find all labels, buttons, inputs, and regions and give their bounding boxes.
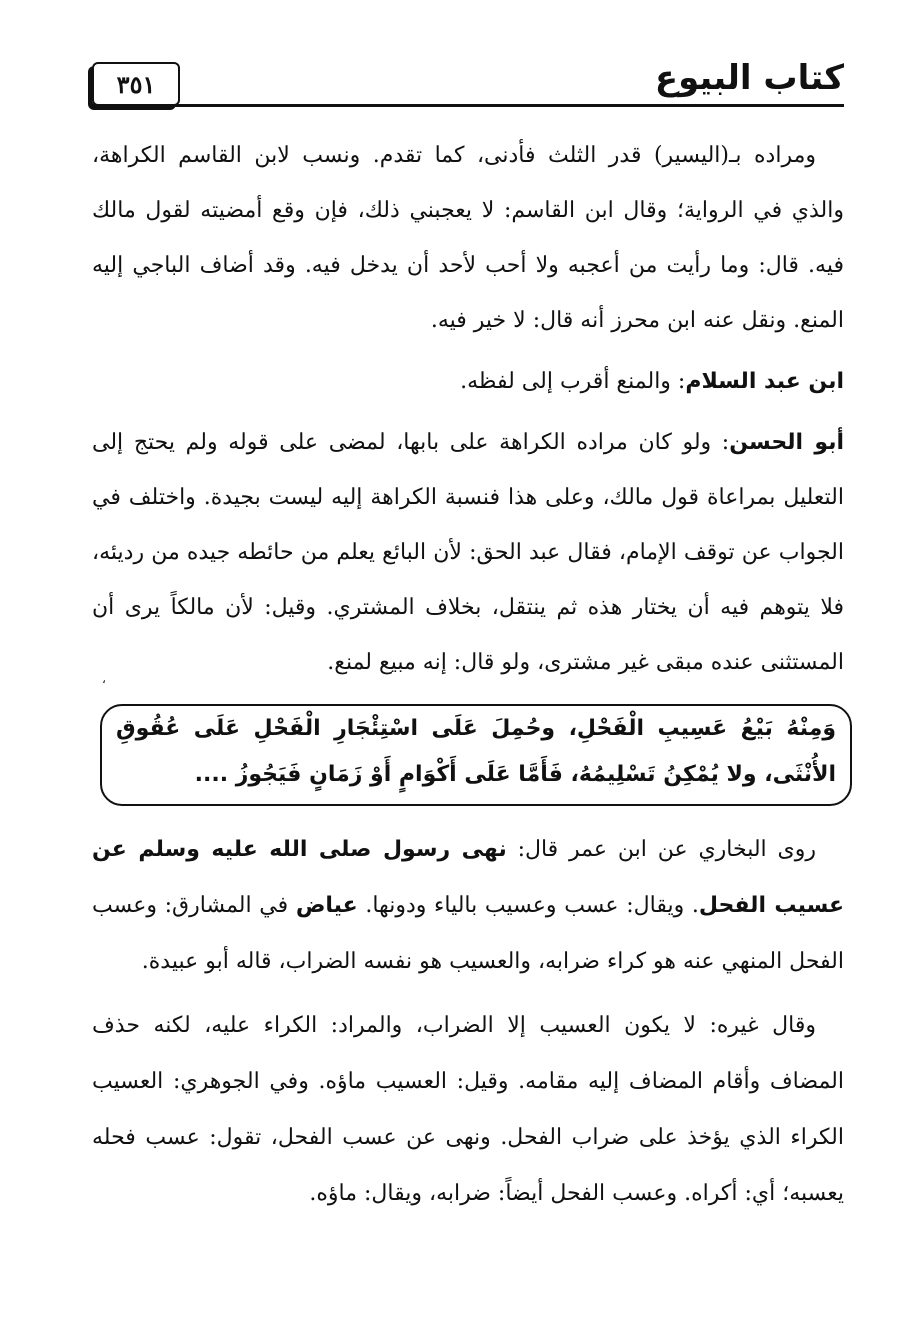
matn-text: وَمِنْهُ بَيْعُ عَسِيبِ الْفَحْلِ، وحُمِلَ عَلَى اسْتِئْجَارِ الْفَحْلِ عَلَى عُقُوقِ الأُنْثَى، ولا يُمْكِنُ تَسْلِيمُهُ، فَأَمَّا عَلَى أَكْوَامٍ أَوْ زَمَانٍ فَيَجُوزُ .... <box>116 716 836 787</box>
paragraph-3 <box>92 415 844 690</box>
book-title: كتاب البيوع <box>654 58 844 98</box>
page-number-box <box>92 62 180 106</box>
paragraph-1: ومراده بـ(اليسير) قدر الثلث فأدنى، كما تقدم. ونسب لابن القاسم الكراهة، والذي في الرواية؛ وقال ابن القاسم: لا يعجبني ذلك، فإن وقع أمضيته لقول مالك فيه. قال: وما رأيت من أعجبه ولا أحب لأحد أن يدخل فيه. وقد أضاف الباجي إليه المنع. ونقل عنه ابن محرز أنه قال: لا خير فيه. <box>92 143 844 333</box>
stray-mark: ، <box>102 672 106 686</box>
scholar-name: أبو الحسن <box>729 430 844 455</box>
page-header <box>92 58 844 108</box>
page-number: ٣٥١ <box>116 69 156 99</box>
paragraph-2 <box>92 354 844 409</box>
paragraph-text: . ويقال: عسب وعسيب بالياء ودونها. <box>357 893 699 918</box>
paragraph-text: في المشارق: وعسب الفحل المنهي عنه هو كراء ضرابه، والعسيب هو نفسه الضراب، قاله أبو عبيدة. <box>92 893 844 974</box>
commentary-top <box>92 128 844 690</box>
paragraph-text: روى البخاري عن ابن عمر قال: <box>506 837 816 862</box>
scholar-name: ابن عبد السلام <box>685 369 844 394</box>
matn-box <box>100 704 852 806</box>
scholar-name: عياض <box>295 893 358 918</box>
paragraph-5: وقال غيره: لا يكون العسيب إلا الضراب، والمراد: الكراء عليه، لكنه حذف المضاف وأقام المضاف إليه مقامه. وقيل: العسيب ماؤه. وفي الجوهري: العسيب الكراء الذي يؤخذ على ضراب الفحل. ونهى عن عسب الفحل، تقول: عسب فحله يعسبه؛ أي: أكراه. وعسب الفحل أيضاً: ضرابه، ويقال: ماؤه. <box>92 1013 844 1206</box>
paragraph-text: : والمنع أقرب إلى لفظه. <box>460 369 686 394</box>
commentary-bottom <box>92 822 844 1222</box>
hadith-text: نهى رسول صلى الله عليه وسلم عن عسيب الفحل <box>92 837 845 918</box>
paragraph-4 <box>92 822 844 990</box>
paragraph-text: : ولو كان مراده الكراهة على بابها، لمضى على قوله ولم يحتج إلى التعليل بمراعاة قول مالك، وعلى هذا فنسبة الكراهة إليه ليست بجيدة. واختلف في الجواب عن توقف الإمام، فقال عبد الحق: لأن البائع يعلم من حائطه جيده من رديئه، فلا يتوهم فيه أن يختار هذه ثم ينتقل، بخلاف المشتري. وقيل: لأن مالكاً يرى أن المستثنى عنده مبقى غير مشترى، ولو قال: إنه مبيع لمنع. <box>92 430 844 675</box>
header-rule <box>92 104 844 107</box>
